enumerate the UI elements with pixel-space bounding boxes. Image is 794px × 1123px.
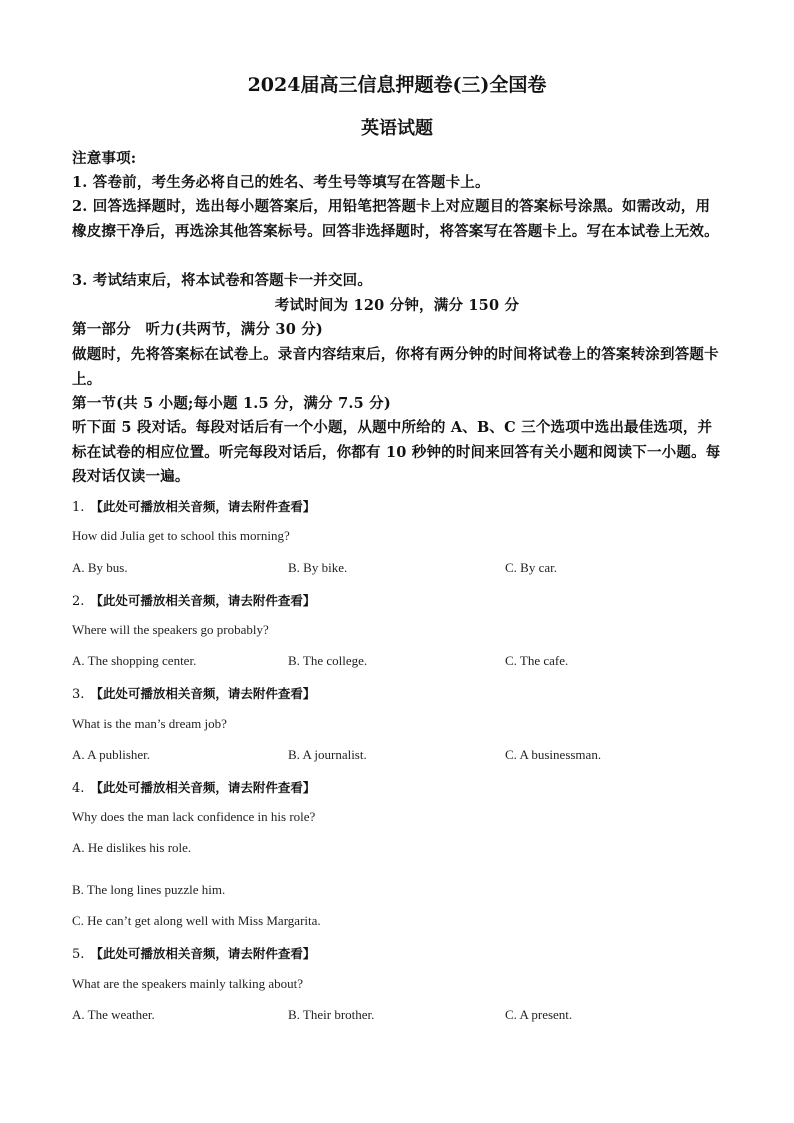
question-1-text: How did Julia get to school this morning?: [72, 528, 290, 543]
question-3-option-c[interactable]: C. A businessman.: [505, 747, 602, 762]
notes-item-3: 3. 考试结束后，将本试卷和答题卡一并交回。: [72, 272, 373, 289]
question-number: 3.: [72, 687, 85, 702]
question-5-option-a[interactable]: A. The weather.: [72, 1007, 155, 1022]
question-4-label: [72, 778, 315, 796]
question-2-option-a[interactable]: A. The shopping center.: [72, 653, 197, 668]
question-4-option-c[interactable]: C. He can’t get along well with Miss Margarita.: [72, 913, 321, 928]
question-5-label: [72, 944, 315, 962]
part1-instruction: 做题时，先将答案标在试卷上。录音内容结束后，你将有两分钟的时间将试卷上的答案转涂到答题卡上。: [72, 346, 719, 388]
notes-heading: 注意事项:: [72, 150, 137, 167]
question-1-option-c[interactable]: C. By car.: [505, 560, 557, 575]
section1-instruction: 听下面 5 段对话。每段对话后有一个小题，从题中所给的 A、B、C 三个选项中选出最佳选项，并标在试卷的相应位置。听完每段对话后，你都有 10 秒钟的时间来回答有关小题和阅读下一小题。每段对话仅读一遍。: [72, 419, 721, 485]
question-number: 1.: [72, 500, 85, 515]
question-4-text: Why does the man lack confidence in his role?: [72, 809, 316, 824]
audio-link[interactable]: 【此处可播放相关音频，请去附件查看】: [90, 780, 316, 795]
question-5-text: What are the speakers mainly talking about?: [72, 976, 304, 991]
question-3-option-b[interactable]: B. A journalist.: [288, 747, 367, 762]
notes-item-2: 2. 回答选择题时，选出每小题答案后，用铅笔把答题卡上对应题目的答案标号涂黑。如需改动，用橡皮擦干净后，再选涂其他答案标号。回答非选择题时，将答案写在答题卡上。写在本试卷上无效。: [72, 198, 719, 240]
question-2-text: Where will the speakers go probably?: [72, 622, 269, 637]
question-number: 5.: [72, 947, 85, 962]
question-number: 2.: [72, 594, 85, 609]
question-1-option-b[interactable]: B. By bike.: [288, 560, 348, 575]
exam-subtitle: 英语试题: [361, 118, 433, 139]
question-2-option-c[interactable]: C. The cafe.: [505, 653, 569, 668]
audio-link[interactable]: 【此处可播放相关音频，请去附件查看】: [90, 593, 316, 608]
question-1-option-a[interactable]: A. By bus.: [72, 560, 128, 575]
question-1-label: [72, 497, 315, 515]
question-4-option-a[interactable]: A. He dislikes his role.: [72, 840, 192, 855]
audio-link[interactable]: 【此处可播放相关音频，请去附件查看】: [90, 499, 316, 514]
exam-time-info: 考试时间为 120 分钟，满分 150 分: [274, 297, 520, 314]
question-5-option-c[interactable]: C. A present.: [505, 1007, 573, 1022]
question-number: 4.: [72, 781, 85, 796]
question-5-option-b[interactable]: B. Their brother.: [288, 1007, 375, 1022]
notes-item-1: 1. 答卷前，考生务必将自己的姓名、考生号等填写在答题卡上。: [72, 174, 490, 191]
exam-title: 2024届高三信息押题卷(三)全国卷: [247, 74, 547, 96]
question-3-text: What is the man’s dream job?: [72, 716, 227, 731]
question-2-option-b[interactable]: B. The college.: [288, 653, 368, 668]
audio-link[interactable]: 【此处可播放相关音频，请去附件查看】: [90, 686, 316, 701]
section1-heading: 第一节(共 5 小题;每小题 1.5 分，满分 7.5 分): [72, 395, 391, 412]
question-4-option-b[interactable]: B. The long lines puzzle him.: [72, 882, 226, 897]
question-3-option-a[interactable]: A. A publisher.: [72, 747, 151, 762]
question-3-label: [72, 684, 315, 702]
question-2-label: [72, 591, 315, 609]
audio-link[interactable]: 【此处可播放相关音频，请去附件查看】: [90, 946, 316, 961]
part1-heading: 第一部分 听力(共两节，满分 30 分): [72, 321, 323, 338]
